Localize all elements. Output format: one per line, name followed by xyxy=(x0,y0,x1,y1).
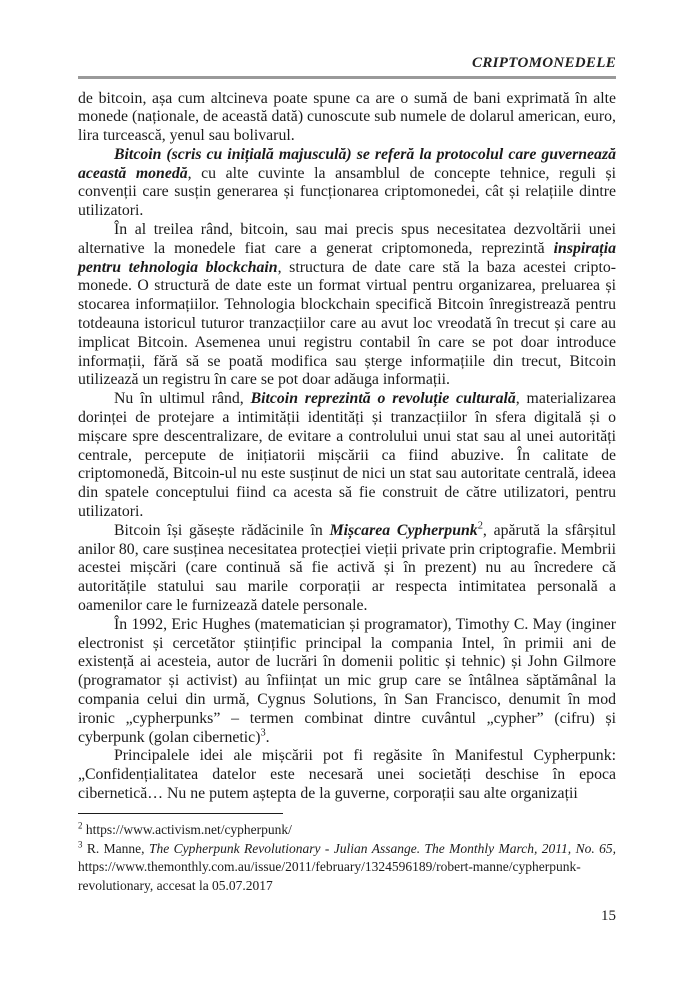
text-segment: Nu în ultimul rând, xyxy=(114,390,251,408)
paragraph-cultural-revolution xyxy=(78,390,616,522)
footnote-reference: 3 xyxy=(260,727,266,739)
text-segment: În al treilea rând, bitcoin, sau mai precis spus necesitatea dezvoltării unei alternative la monedele fiat care a generat criptomoneda, reprezintă xyxy=(78,221,616,257)
text-segment: inspirația pentru tehnologia blockchain xyxy=(78,239,616,276)
text-segment: R. Manne, xyxy=(82,840,149,856)
paragraph-bitcoin-protocol xyxy=(78,146,616,221)
paragraph-blockchain-inspiration xyxy=(78,221,616,390)
text-segment: , apărută la sfârșitul anilor 80, care susținea necesitatea protecției vieții private prin criptografie. Membrii acestei mișcări (care continuă să fie activă și în prezent) nu au încredere că autoritățile statului sau marile corporații ar respecta intimitatea personală a oamenilor care le furnizează datele personale. xyxy=(78,521,616,615)
text-segment: Bitcoin (scris cu inițială majusculă) se referă la protocolul care guvernează această monedă xyxy=(78,145,616,182)
footnote-2 xyxy=(78,821,616,839)
footnote-area xyxy=(78,813,616,895)
text-segment: , structura de date care stă la baza acestei cripto-monede. O structură de date este un format virtual pentru organizarea, preluarea și stocarea informațiilor. Tehnologia blockchain specifică Bitcoin înregistrează pentru totdeauna istoricul tuturor tranzacțiilor care au avut loc vreodată în trecut și care au implicat Bitcoin. Asemenea unui registru contabil în care se pot doar introduce informații, fără să se poată modifica sau șterge informațiile din trecut, Bitcoin utilizează un registru în care se pot doar adăuga informații. xyxy=(78,258,616,389)
text-segment: https://www.themonthly.com.au/issue/2011/february/1324596189/robert-manne/ xyxy=(78,859,513,875)
text-segment: Bitcoin își găsește rădăcinile în xyxy=(114,521,330,539)
text-segment: În 1992, Eric Hughes (matematician și programator), Timothy C. May (inginer electronist și cercetător științific principal la compania Intel, în primii ani de existență ai acesteia, autor de lucrări în domenii politic și tehnic) și John Gilmore (programator și activist) au înființat un mic grup care se întâlnea săptămânal la compania celui din urmă, Cygnus Solutions, în San Francisco, denumit în mod ironic „cypherpunks” – termen combinat dintre cuvântul „cypher” (cifru) și cyberpunk (golan cibernetic) xyxy=(78,615,616,746)
running-header xyxy=(78,54,616,79)
footnote-reference: 2 xyxy=(477,520,483,532)
paragraph-manifesto xyxy=(78,747,616,803)
text-segment: https://www.activism.net/cypherpunk/ xyxy=(82,822,292,838)
text-segment: , materializarea dorinței de protejare a intimității identități și tranzacțiilor în sfera digitală și o mișcare spre descentralizare, de evitare a controlului unui stat sau al unei autorități centrale, percepute de inițiatorii mișcării ca fiind abuzive. În calitate de criptomonedă, Bitcoin-ul nu este susținut de nici un stat sau autoritate centrală, ideea din spatele conceptului fiind ca acesta să fie construit de către utilizatori, pentru utilizatori. xyxy=(78,390,616,521)
running-header-title: CRIPTOMONEDELE xyxy=(472,55,616,71)
paragraph-founders xyxy=(78,616,616,748)
footnote-reference: 2 xyxy=(78,820,83,831)
header-rule xyxy=(78,76,616,79)
text-segment: de bitcoin, așa cum altcineva poate spune ca are o sumă de bani exprimată în alte monede (naționale, de această dată) cunoscute sub numele de dolarul american, euro, lira turcească, yenul sau bolivarul. xyxy=(78,89,616,145)
body-paragraphs xyxy=(78,90,616,804)
text-segment: Principalele idei ale mișcării pot fi regăsite în Manifestul Cypherpunk: „Confidențialitatea datelor este necesară unei societăți deschise în epoca cibernetică… Nu ne putem aștepta de la guverne, corporații sau alte organizații xyxy=(78,747,616,802)
text-segment: Mișcarea Cypherpunk xyxy=(329,521,478,539)
footnote-reference: 3 xyxy=(78,839,83,850)
text-segment: . xyxy=(265,728,270,746)
paragraph-cypherpunk-movement xyxy=(78,522,616,616)
text-segment: cypherpunk-revolutionary, accesat la 05.07.2017 xyxy=(78,859,581,893)
page-number: 15 xyxy=(601,908,616,924)
footnotes xyxy=(78,821,616,895)
text-segment: The Cypherpunk Revolutionary - Julian Assange. The Monthly March, 2011, No. 65, xyxy=(148,840,617,856)
paragraph-continuation xyxy=(78,90,616,146)
text-segment: Bitcoin reprezintă o revoluție culturală xyxy=(250,390,516,408)
text-segment: , cu alte cuvinte la ansamblul de concepte tehnice, reguli și convenții care susțin generarea și funcționarea criptomonedei, cât și relațiile dintre utilizatori. xyxy=(78,164,616,220)
footnote-3 xyxy=(78,840,616,895)
footnote-rule xyxy=(78,813,283,815)
